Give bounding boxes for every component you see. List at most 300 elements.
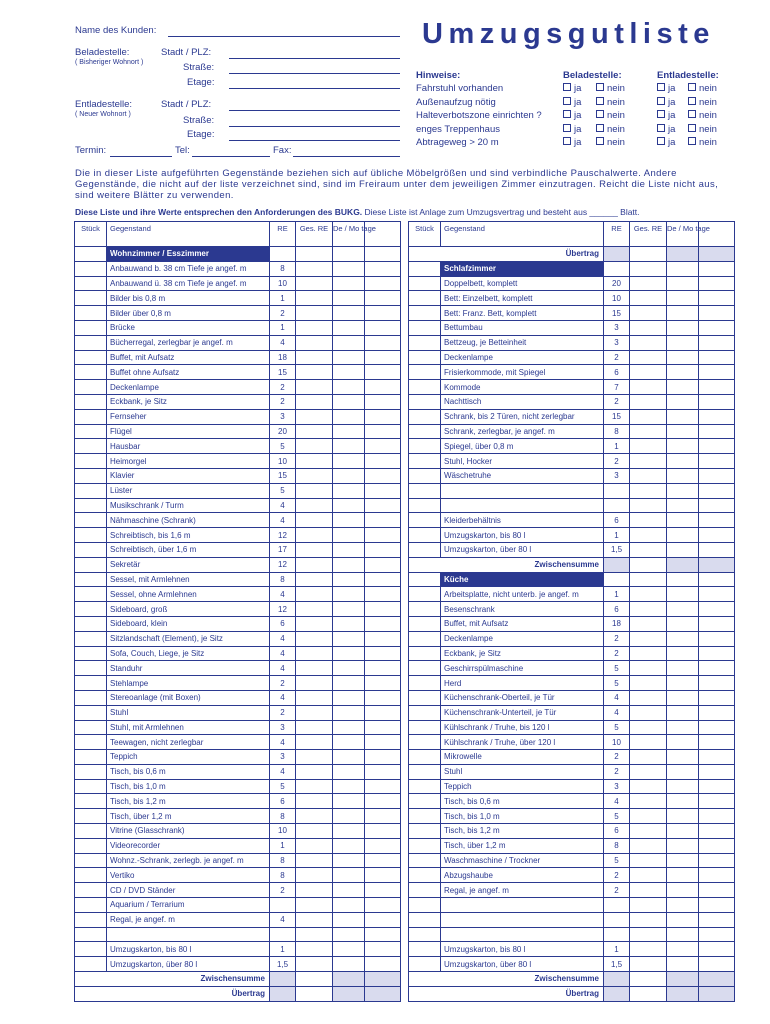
qty-cell[interactable]: [409, 705, 441, 720]
demount-cell[interactable]: [333, 927, 365, 942]
qty-cell[interactable]: [409, 513, 441, 528]
extra-cell[interactable]: [365, 335, 401, 350]
unloading-floor-field[interactable]: [229, 140, 400, 141]
total-re-cell[interactable]: [296, 853, 333, 868]
loading-street-field[interactable]: [229, 73, 400, 74]
total-re-cell[interactable]: [630, 631, 667, 646]
qty-cell[interactable]: [409, 824, 441, 839]
hint-checkbox-unloading-yes[interactable]: [657, 97, 675, 108]
total-re-cell[interactable]: [630, 276, 667, 291]
extra-cell[interactable]: [365, 912, 401, 927]
hint-checkbox-unloading-no[interactable]: [688, 110, 717, 121]
demount-cell[interactable]: [333, 676, 365, 691]
hint-checkbox-loading-yes[interactable]: [563, 124, 581, 135]
demount-cell[interactable]: [333, 809, 365, 824]
qty-cell[interactable]: [409, 424, 441, 439]
extra-cell[interactable]: [365, 276, 401, 291]
extra-cell[interactable]: [365, 868, 401, 883]
demount-cell[interactable]: [667, 676, 699, 691]
qty-cell[interactable]: [409, 720, 441, 735]
extra-cell[interactable]: [699, 498, 735, 513]
extra-cell[interactable]: [699, 868, 735, 883]
extra-cell[interactable]: [365, 883, 401, 898]
qty-cell[interactable]: [75, 557, 107, 572]
qty-cell[interactable]: [75, 335, 107, 350]
total-re-cell[interactable]: [296, 676, 333, 691]
extra-cell[interactable]: [365, 439, 401, 454]
demount-cell[interactable]: [667, 927, 699, 942]
extra-cell[interactable]: [365, 927, 401, 942]
total-re-cell[interactable]: [630, 320, 667, 335]
demount-cell[interactable]: [333, 898, 365, 913]
demount-cell[interactable]: [333, 661, 365, 676]
total-re-cell[interactable]: [296, 528, 333, 543]
demount-cell[interactable]: [667, 350, 699, 365]
total-re-cell[interactable]: [630, 809, 667, 824]
hint-checkbox-loading-no[interactable]: [596, 137, 625, 148]
qty-cell[interactable]: [75, 646, 107, 661]
demount-cell[interactable]: [667, 320, 699, 335]
hint-checkbox-unloading-yes[interactable]: [657, 124, 675, 135]
tel-field[interactable]: [192, 156, 270, 157]
qty-cell[interactable]: [75, 350, 107, 365]
demount-cell[interactable]: [667, 483, 699, 498]
demount-cell[interactable]: [333, 690, 365, 705]
qty-cell[interactable]: [75, 912, 107, 927]
total-re-cell[interactable]: [630, 853, 667, 868]
demount-cell[interactable]: [667, 690, 699, 705]
hint-checkbox-loading-no[interactable]: [596, 124, 625, 135]
extra-cell[interactable]: [365, 261, 401, 276]
total-re-cell[interactable]: [296, 602, 333, 617]
demount-cell[interactable]: [667, 705, 699, 720]
total-re-cell[interactable]: [296, 912, 333, 927]
qty-cell[interactable]: [75, 883, 107, 898]
qty-cell[interactable]: [409, 439, 441, 454]
extra-cell[interactable]: [365, 380, 401, 395]
extra-cell[interactable]: [699, 676, 735, 691]
total-re-cell[interactable]: [296, 380, 333, 395]
extra-cell[interactable]: [365, 587, 401, 602]
qty-cell[interactable]: [75, 380, 107, 395]
qty-cell[interactable]: [409, 409, 441, 424]
total-re-cell[interactable]: [296, 927, 333, 942]
extra-cell[interactable]: [699, 409, 735, 424]
demount-cell[interactable]: [333, 705, 365, 720]
total-re-cell[interactable]: [296, 942, 333, 957]
total-re-cell[interactable]: [296, 424, 333, 439]
extra-cell[interactable]: [365, 942, 401, 957]
total-re-cell[interactable]: [296, 320, 333, 335]
total-re-cell[interactable]: [296, 720, 333, 735]
demount-cell[interactable]: [333, 853, 365, 868]
hint-checkbox-unloading-no[interactable]: [688, 124, 717, 135]
demount-cell[interactable]: [333, 365, 365, 380]
total-re-cell[interactable]: [296, 631, 333, 646]
qty-cell[interactable]: [409, 468, 441, 483]
hint-checkbox-unloading-yes[interactable]: [657, 110, 675, 121]
qty-cell[interactable]: [409, 690, 441, 705]
demount-cell[interactable]: [667, 498, 699, 513]
total-re-cell[interactable]: [630, 306, 667, 321]
demount-cell[interactable]: [333, 957, 365, 972]
qty-cell[interactable]: [75, 735, 107, 750]
extra-cell[interactable]: [365, 602, 401, 617]
qty-cell[interactable]: [75, 602, 107, 617]
total-re-cell[interactable]: [630, 750, 667, 765]
qty-cell[interactable]: [409, 454, 441, 469]
extra-cell[interactable]: [699, 335, 735, 350]
demount-cell[interactable]: [667, 454, 699, 469]
qty-cell[interactable]: [409, 912, 441, 927]
total-re-cell[interactable]: [296, 750, 333, 765]
extra-cell[interactable]: [365, 676, 401, 691]
qty-cell[interactable]: [75, 957, 107, 972]
extra-cell[interactable]: [699, 276, 735, 291]
total-re-cell[interactable]: [296, 735, 333, 750]
qty-cell[interactable]: [409, 661, 441, 676]
total-re-cell[interactable]: [296, 957, 333, 972]
demount-cell[interactable]: [333, 572, 365, 587]
total-re-cell[interactable]: [630, 439, 667, 454]
total-re-cell[interactable]: [630, 454, 667, 469]
qty-cell[interactable]: [75, 468, 107, 483]
total-re-cell[interactable]: [296, 616, 333, 631]
hint-checkbox-loading-no[interactable]: [596, 97, 625, 108]
subtotal-row-total[interactable]: [296, 972, 333, 987]
extra-cell[interactable]: [365, 735, 401, 750]
demount-cell[interactable]: [667, 587, 699, 602]
total-re-cell[interactable]: [296, 690, 333, 705]
total-re-cell[interactable]: [296, 779, 333, 794]
qty-cell[interactable]: [75, 942, 107, 957]
demount-cell[interactable]: [667, 720, 699, 735]
extra-cell[interactable]: [699, 350, 735, 365]
extra-cell[interactable]: [699, 483, 735, 498]
demount-cell[interactable]: [667, 424, 699, 439]
total-re-cell[interactable]: [630, 409, 667, 424]
extra-cell[interactable]: [699, 750, 735, 765]
extra-cell[interactable]: [699, 927, 735, 942]
hint-checkbox-loading-yes[interactable]: [563, 110, 581, 121]
qty-cell[interactable]: [75, 690, 107, 705]
extra-cell[interactable]: [365, 409, 401, 424]
total-re-cell[interactable]: [296, 394, 333, 409]
demount-cell[interactable]: [667, 942, 699, 957]
total-re-cell[interactable]: [296, 513, 333, 528]
qty-cell[interactable]: [75, 306, 107, 321]
total-re-cell[interactable]: [296, 365, 333, 380]
extra-cell[interactable]: [365, 898, 401, 913]
extra-cell[interactable]: [365, 750, 401, 765]
extra-cell[interactable]: [699, 883, 735, 898]
extra-cell[interactable]: [365, 631, 401, 646]
demount-cell[interactable]: [333, 498, 365, 513]
total-re-cell[interactable]: [296, 898, 333, 913]
total-re-cell[interactable]: [296, 454, 333, 469]
demount-cell[interactable]: [667, 631, 699, 646]
total-re-cell[interactable]: [630, 898, 667, 913]
total-re-cell[interactable]: [630, 764, 667, 779]
total-re-cell[interactable]: [630, 779, 667, 794]
demount-cell[interactable]: [333, 424, 365, 439]
extra-cell[interactable]: [365, 557, 401, 572]
qty-cell[interactable]: [75, 483, 107, 498]
qty-cell[interactable]: [75, 661, 107, 676]
demount-cell[interactable]: [333, 291, 365, 306]
total-re-cell[interactable]: [630, 483, 667, 498]
demount-cell[interactable]: [667, 824, 699, 839]
demount-cell[interactable]: [667, 838, 699, 853]
demount-cell[interactable]: [333, 824, 365, 839]
total-re-cell[interactable]: [630, 838, 667, 853]
total-re-cell[interactable]: [296, 705, 333, 720]
hint-checkbox-loading-no[interactable]: [596, 110, 625, 121]
fax-field[interactable]: [293, 156, 400, 157]
total-re-cell[interactable]: [296, 306, 333, 321]
demount-cell[interactable]: [333, 306, 365, 321]
extra-cell[interactable]: [365, 291, 401, 306]
total-re-cell[interactable]: [296, 542, 333, 557]
qty-cell[interactable]: [75, 794, 107, 809]
total-re-cell[interactable]: [296, 883, 333, 898]
extra-cell[interactable]: [365, 542, 401, 557]
demount-cell[interactable]: [333, 764, 365, 779]
qty-cell[interactable]: [75, 838, 107, 853]
date-field[interactable]: [110, 156, 172, 157]
total-re-cell[interactable]: [296, 409, 333, 424]
qty-cell[interactable]: [75, 454, 107, 469]
qty-cell[interactable]: [75, 513, 107, 528]
qty-cell[interactable]: [409, 602, 441, 617]
total-re-cell[interactable]: [296, 868, 333, 883]
total-re-cell[interactable]: [296, 557, 333, 572]
demount-cell[interactable]: [667, 779, 699, 794]
demount-cell[interactable]: [333, 838, 365, 853]
extra-cell[interactable]: [699, 809, 735, 824]
extra-cell[interactable]: [365, 394, 401, 409]
hint-checkbox-loading-no[interactable]: [596, 83, 625, 94]
loading-floor-field[interactable]: [229, 88, 400, 89]
demount-cell[interactable]: [667, 853, 699, 868]
customer-name-field[interactable]: [168, 36, 400, 37]
qty-cell[interactable]: [75, 498, 107, 513]
qty-cell[interactable]: [409, 957, 441, 972]
total-re-cell[interactable]: [630, 616, 667, 631]
total-re-cell[interactable]: [630, 528, 667, 543]
total-re-cell[interactable]: [630, 394, 667, 409]
demount-cell[interactable]: [333, 602, 365, 617]
demount-cell[interactable]: [667, 335, 699, 350]
qty-cell[interactable]: [75, 764, 107, 779]
demount-cell[interactable]: [667, 380, 699, 395]
extra-cell[interactable]: [365, 824, 401, 839]
qty-cell[interactable]: [409, 735, 441, 750]
demount-cell[interactable]: [333, 616, 365, 631]
demount-cell[interactable]: [667, 764, 699, 779]
total-re-cell[interactable]: [630, 912, 667, 927]
extra-cell[interactable]: [365, 661, 401, 676]
total-re-cell[interactable]: [296, 483, 333, 498]
unloading-city-field[interactable]: [229, 110, 400, 111]
qty-cell[interactable]: [75, 439, 107, 454]
total-re-cell[interactable]: [296, 838, 333, 853]
demount-cell[interactable]: [667, 898, 699, 913]
hint-checkbox-loading-yes[interactable]: [563, 137, 581, 148]
qty-cell[interactable]: [409, 883, 441, 898]
total-re-cell[interactable]: [296, 276, 333, 291]
extra-cell[interactable]: [699, 454, 735, 469]
qty-cell[interactable]: [75, 572, 107, 587]
qty-cell[interactable]: [409, 676, 441, 691]
extra-cell[interactable]: [365, 838, 401, 853]
demount-cell[interactable]: [333, 646, 365, 661]
total-re-cell[interactable]: [296, 587, 333, 602]
qty-cell[interactable]: [75, 927, 107, 942]
demount-cell[interactable]: [333, 868, 365, 883]
total-re-cell[interactable]: [296, 468, 333, 483]
total-re-cell[interactable]: [630, 468, 667, 483]
demount-cell[interactable]: [667, 365, 699, 380]
extra-cell[interactable]: [699, 616, 735, 631]
total-re-cell[interactable]: [296, 350, 333, 365]
total-re-cell[interactable]: [296, 291, 333, 306]
qty-cell[interactable]: [409, 750, 441, 765]
qty-cell[interactable]: [409, 291, 441, 306]
extra-cell[interactable]: [699, 439, 735, 454]
demount-cell[interactable]: [333, 779, 365, 794]
qty-cell[interactable]: [75, 291, 107, 306]
total-re-cell[interactable]: [296, 764, 333, 779]
hint-checkbox-unloading-no[interactable]: [688, 97, 717, 108]
demount-cell[interactable]: [333, 409, 365, 424]
qty-cell[interactable]: [75, 394, 107, 409]
demount-cell[interactable]: [667, 750, 699, 765]
demount-cell[interactable]: [667, 468, 699, 483]
qty-cell[interactable]: [409, 616, 441, 631]
qty-cell[interactable]: [409, 528, 441, 543]
total-re-cell[interactable]: [296, 794, 333, 809]
total-re-cell[interactable]: [630, 927, 667, 942]
unloading-street-field[interactable]: [229, 126, 400, 127]
qty-cell[interactable]: [75, 750, 107, 765]
qty-cell[interactable]: [409, 853, 441, 868]
extra-cell[interactable]: [699, 602, 735, 617]
total-re-cell[interactable]: [296, 646, 333, 661]
carry-row-total[interactable]: [630, 986, 667, 1001]
extra-cell[interactable]: [699, 291, 735, 306]
extra-cell[interactable]: [699, 631, 735, 646]
extra-cell[interactable]: [365, 809, 401, 824]
demount-cell[interactable]: [333, 587, 365, 602]
qty-cell[interactable]: [75, 409, 107, 424]
demount-cell[interactable]: [333, 794, 365, 809]
extra-cell[interactable]: [365, 616, 401, 631]
demount-cell[interactable]: [333, 883, 365, 898]
total-re-cell[interactable]: [296, 572, 333, 587]
demount-cell[interactable]: [333, 720, 365, 735]
total-re-cell[interactable]: [630, 942, 667, 957]
qty-cell[interactable]: [409, 306, 441, 321]
qty-cell[interactable]: [409, 350, 441, 365]
qty-cell[interactable]: [75, 276, 107, 291]
demount-cell[interactable]: [333, 942, 365, 957]
total-re-cell[interactable]: [296, 335, 333, 350]
extra-cell[interactable]: [365, 306, 401, 321]
qty-cell[interactable]: [75, 261, 107, 276]
demount-cell[interactable]: [667, 513, 699, 528]
demount-cell[interactable]: [667, 542, 699, 557]
qty-cell[interactable]: [75, 365, 107, 380]
subtotal-row-total[interactable]: [630, 972, 667, 987]
extra-cell[interactable]: [365, 498, 401, 513]
demount-cell[interactable]: [667, 646, 699, 661]
demount-cell[interactable]: [333, 439, 365, 454]
extra-cell[interactable]: [699, 957, 735, 972]
total-re-cell[interactable]: [630, 350, 667, 365]
extra-cell[interactable]: [699, 542, 735, 557]
qty-cell[interactable]: [409, 868, 441, 883]
extra-cell[interactable]: [699, 528, 735, 543]
qty-cell[interactable]: [409, 320, 441, 335]
demount-cell[interactable]: [333, 912, 365, 927]
total-re-cell[interactable]: [630, 335, 667, 350]
extra-cell[interactable]: [365, 705, 401, 720]
demount-cell[interactable]: [333, 350, 365, 365]
total-re-cell[interactable]: [296, 261, 333, 276]
demount-cell[interactable]: [333, 261, 365, 276]
extra-cell[interactable]: [365, 454, 401, 469]
qty-cell[interactable]: [75, 320, 107, 335]
demount-cell[interactable]: [667, 794, 699, 809]
total-re-cell[interactable]: [296, 661, 333, 676]
extra-cell[interactable]: [699, 838, 735, 853]
extra-cell[interactable]: [699, 794, 735, 809]
extra-cell[interactable]: [699, 646, 735, 661]
qty-cell[interactable]: [409, 927, 441, 942]
qty-cell[interactable]: [409, 542, 441, 557]
qty-cell[interactable]: [409, 838, 441, 853]
demount-cell[interactable]: [667, 868, 699, 883]
demount-cell[interactable]: [667, 616, 699, 631]
total-re-cell[interactable]: [296, 809, 333, 824]
hint-checkbox-unloading-yes[interactable]: [657, 83, 675, 94]
demount-cell[interactable]: [333, 542, 365, 557]
total-re-cell[interactable]: [630, 824, 667, 839]
demount-cell[interactable]: [333, 454, 365, 469]
extra-cell[interactable]: [365, 853, 401, 868]
qty-cell[interactable]: [409, 587, 441, 602]
extra-cell[interactable]: [699, 320, 735, 335]
qty-cell[interactable]: [75, 779, 107, 794]
qty-cell[interactable]: [75, 898, 107, 913]
extra-cell[interactable]: [365, 764, 401, 779]
qty-cell[interactable]: [75, 853, 107, 868]
demount-cell[interactable]: [667, 735, 699, 750]
total-re-cell[interactable]: [630, 587, 667, 602]
demount-cell[interactable]: [333, 735, 365, 750]
subtotal-row-total[interactable]: [630, 557, 667, 572]
demount-cell[interactable]: [333, 320, 365, 335]
qty-cell[interactable]: [409, 898, 441, 913]
demount-cell[interactable]: [667, 661, 699, 676]
demount-cell[interactable]: [333, 631, 365, 646]
total-re-cell[interactable]: [630, 661, 667, 676]
extra-cell[interactable]: [365, 572, 401, 587]
total-re-cell[interactable]: [630, 676, 667, 691]
qty-cell[interactable]: [409, 394, 441, 409]
total-re-cell[interactable]: [630, 690, 667, 705]
